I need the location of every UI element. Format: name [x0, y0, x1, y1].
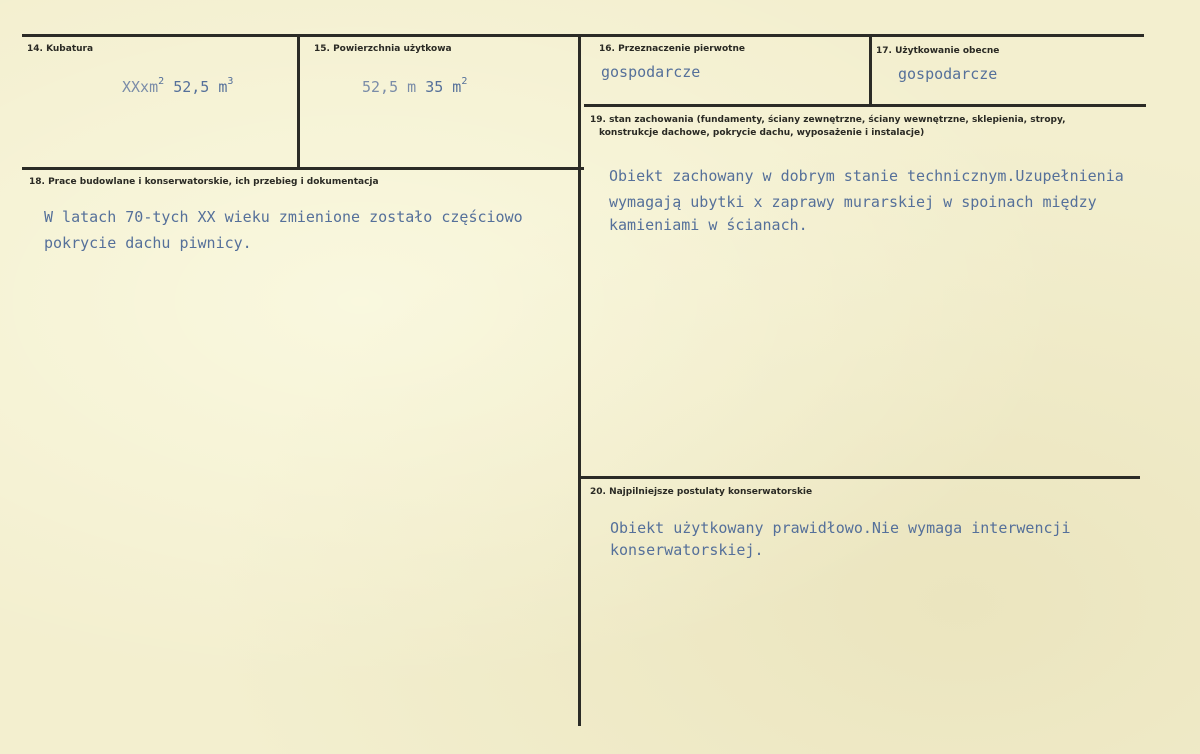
field-16-label: 16. Przeznaczenie pierwotne: [599, 44, 745, 54]
field-16-value: gospodarcze: [601, 63, 701, 81]
field-20-line-2: konserwatorskiej.: [610, 541, 764, 559]
field-19-label-line-1: 19. stan zachowania (fundamenty, ściany zewnętrzne, ściany wewnętrzne, sklepienia, stropy,: [590, 115, 1066, 125]
field-20-line-1: Obiekt użytkowany prawidłowo.Nie wymaga interwencji: [610, 519, 1071, 537]
field-17-value: gospodarcze: [898, 65, 998, 83]
field-15-struck-text: 52,5: [362, 78, 399, 96]
field-14-struck-sup: 2: [158, 76, 165, 87]
center-divider: [578, 34, 581, 726]
top-border-line: [22, 34, 1144, 37]
field-19-line-2: wymagają ubytki x zaprawy murarskiej w spoinach między: [609, 193, 1097, 211]
field-19-line-3: kamieniami w ścianach.: [609, 216, 808, 234]
field-18-line-2: pokrycie dachu piwnicy.: [44, 234, 252, 252]
field-14-value: [122, 74, 233, 100]
field-18-line-1: W latach 70-tych XX wieku zmienione zostało częściowo: [44, 208, 523, 226]
field-14-unit-sup: 3: [227, 76, 234, 87]
field-15-label: 15. Powierzchnia użytkowa: [314, 44, 452, 54]
right-top-row-divider: [584, 104, 1146, 107]
field-18-label: 18. Prace budowlane i konserwatorskie, ich przebieg i dokumentacja: [29, 177, 379, 187]
field-15-unit-sup: 2: [461, 76, 468, 87]
divider-16-17: [869, 34, 872, 106]
field-14-volume: 52,5 m: [173, 78, 228, 96]
right-mid-row-divider: [580, 476, 1140, 479]
field-17-label: 17. Użytkowanie obecne: [876, 46, 1000, 56]
field-15-area: 35 m: [425, 78, 462, 96]
field-15-value: [362, 74, 467, 100]
left-row-divider: [22, 167, 584, 170]
field-20-label: 20. Najpilniejsze postulaty konserwatorskie: [590, 487, 813, 497]
divider-14-15: [297, 34, 300, 169]
field-15-struck-unit: m: [407, 78, 417, 96]
field-14-label: 14. Kubatura: [27, 44, 94, 54]
field-14-struck-text: XXxm: [122, 78, 159, 96]
field-19-label-line-2: konstrukcje dachowe, pokrycie dachu, wyposażenie i instalacje): [599, 128, 925, 138]
field-19-line-1: Obiekt zachowany w dobrym stanie technicznym.Uzupełnienia: [609, 167, 1124, 185]
